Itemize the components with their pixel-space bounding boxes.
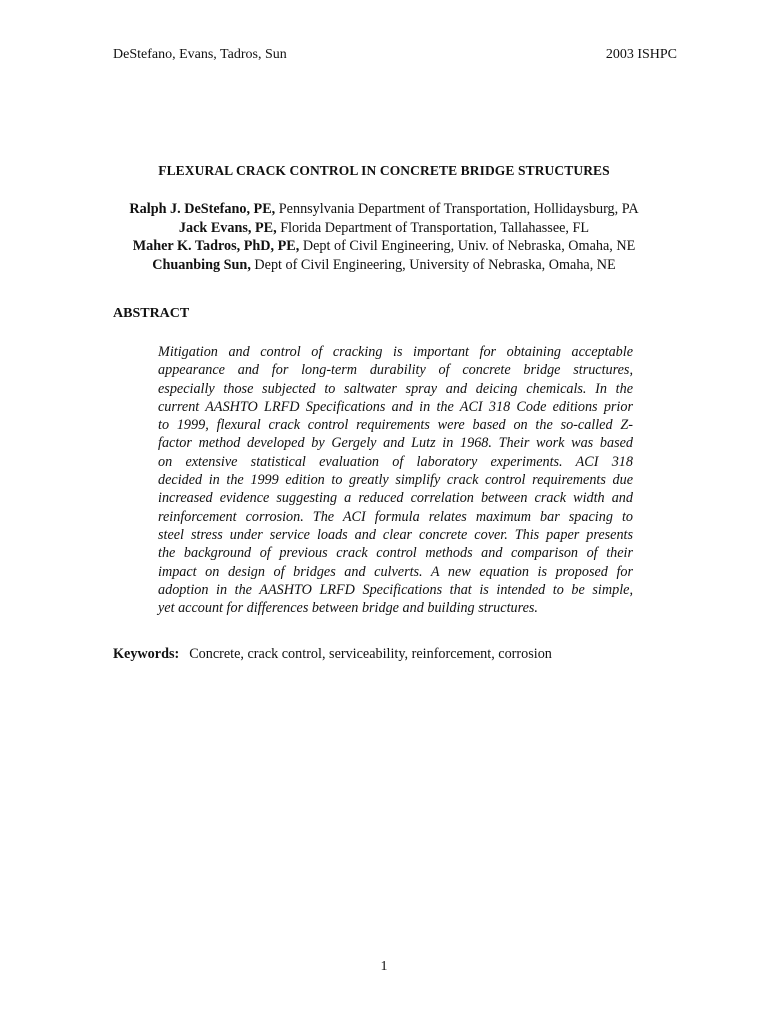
abstract-line: current AASHTO LRFD Specifications and in the ACI 318 Code editions prior: [158, 398, 633, 415]
keywords: [113, 646, 552, 663]
running-header: [113, 46, 677, 64]
abstract-line: to 1999, flexural crack control requirements were based on the so-called Z-: [158, 417, 633, 434]
abstract-line: appearance and for long-term durability of concrete bridge structures,: [158, 362, 633, 379]
abstract-line: impact on design of bridges and culverts. A new equation is proposed for: [158, 563, 633, 580]
abstract-line: decided in the 1999 edition to greatly simplify crack control requirements due: [158, 472, 633, 489]
author-line: [0, 200, 768, 219]
author-line: [0, 256, 768, 275]
abstract-line: adoption in the AASHTO LRFD Specifications that is intended to be simple,: [158, 581, 633, 598]
author-line: [0, 237, 768, 256]
keywords-text: Concrete, crack control, serviceability, reinforcement, corrosion: [189, 646, 552, 662]
author-affiliation: Florida Department of Transportation, Tallahassee, FL: [276, 219, 590, 236]
author-affiliation: Dept of Civil Engineering, Univ. of Nebraska, Omaha, NE: [299, 238, 636, 254]
abstract-heading: ABSTRACT: [113, 306, 190, 321]
author-name: Jack Evans, PE,: [178, 219, 277, 236]
abstract-line: on extensive statistical evaluation of laboratory experiments. ACI 318: [158, 453, 633, 470]
abstract-line: steel stress under service loads and clear concrete cover. This paper presents: [158, 526, 633, 543]
header-authors: DeStefano, Evans, Tadros, Sun: [113, 47, 287, 62]
header-conference: 2003 ISHPC: [605, 47, 677, 62]
abstract-line: especially those subjected to saltwater spray and deicing chemicals. In the: [158, 380, 633, 397]
author-name: Ralph J. DeStefano, PE,: [129, 201, 276, 217]
author-name: Chuanbing Sun,: [152, 256, 251, 273]
abstract-line: factor method developed by Gergely and Lutz in 1968. Their work was based: [158, 435, 633, 452]
page-number: 1: [380, 959, 388, 974]
abstract-line: increased evidence suggesting a reduced correlation between crack width and: [158, 490, 633, 507]
abstract-body: [158, 343, 633, 617]
keywords-label: Keywords:: [113, 646, 180, 662]
paper-title: FLEXURAL CRACK CONTROL IN CONCRETE BRIDGE STRUCTURES: [158, 163, 610, 178]
abstract-line: yet account for differences between bridge and building structures.: [158, 600, 538, 617]
author-affiliation: Pennsylvania Department of Transportation, Hollidaysburg, PA: [275, 201, 639, 217]
author-line: [0, 219, 768, 238]
author-name: Maher K. Tadros, PhD, PE,: [132, 238, 300, 254]
abstract-line: reinforcement corrosion. The ACI formula relates maximum bar spacing to: [158, 508, 633, 525]
abstract-line: the background of previous crack control methods and comparison of their: [158, 545, 633, 562]
abstract-line: Mitigation and control of cracking is important for obtaining acceptable: [158, 344, 633, 360]
author-affiliation: Dept of Civil Engineering, University of Nebraska, Omaha, NE: [250, 256, 616, 273]
author-list: [0, 200, 768, 274]
